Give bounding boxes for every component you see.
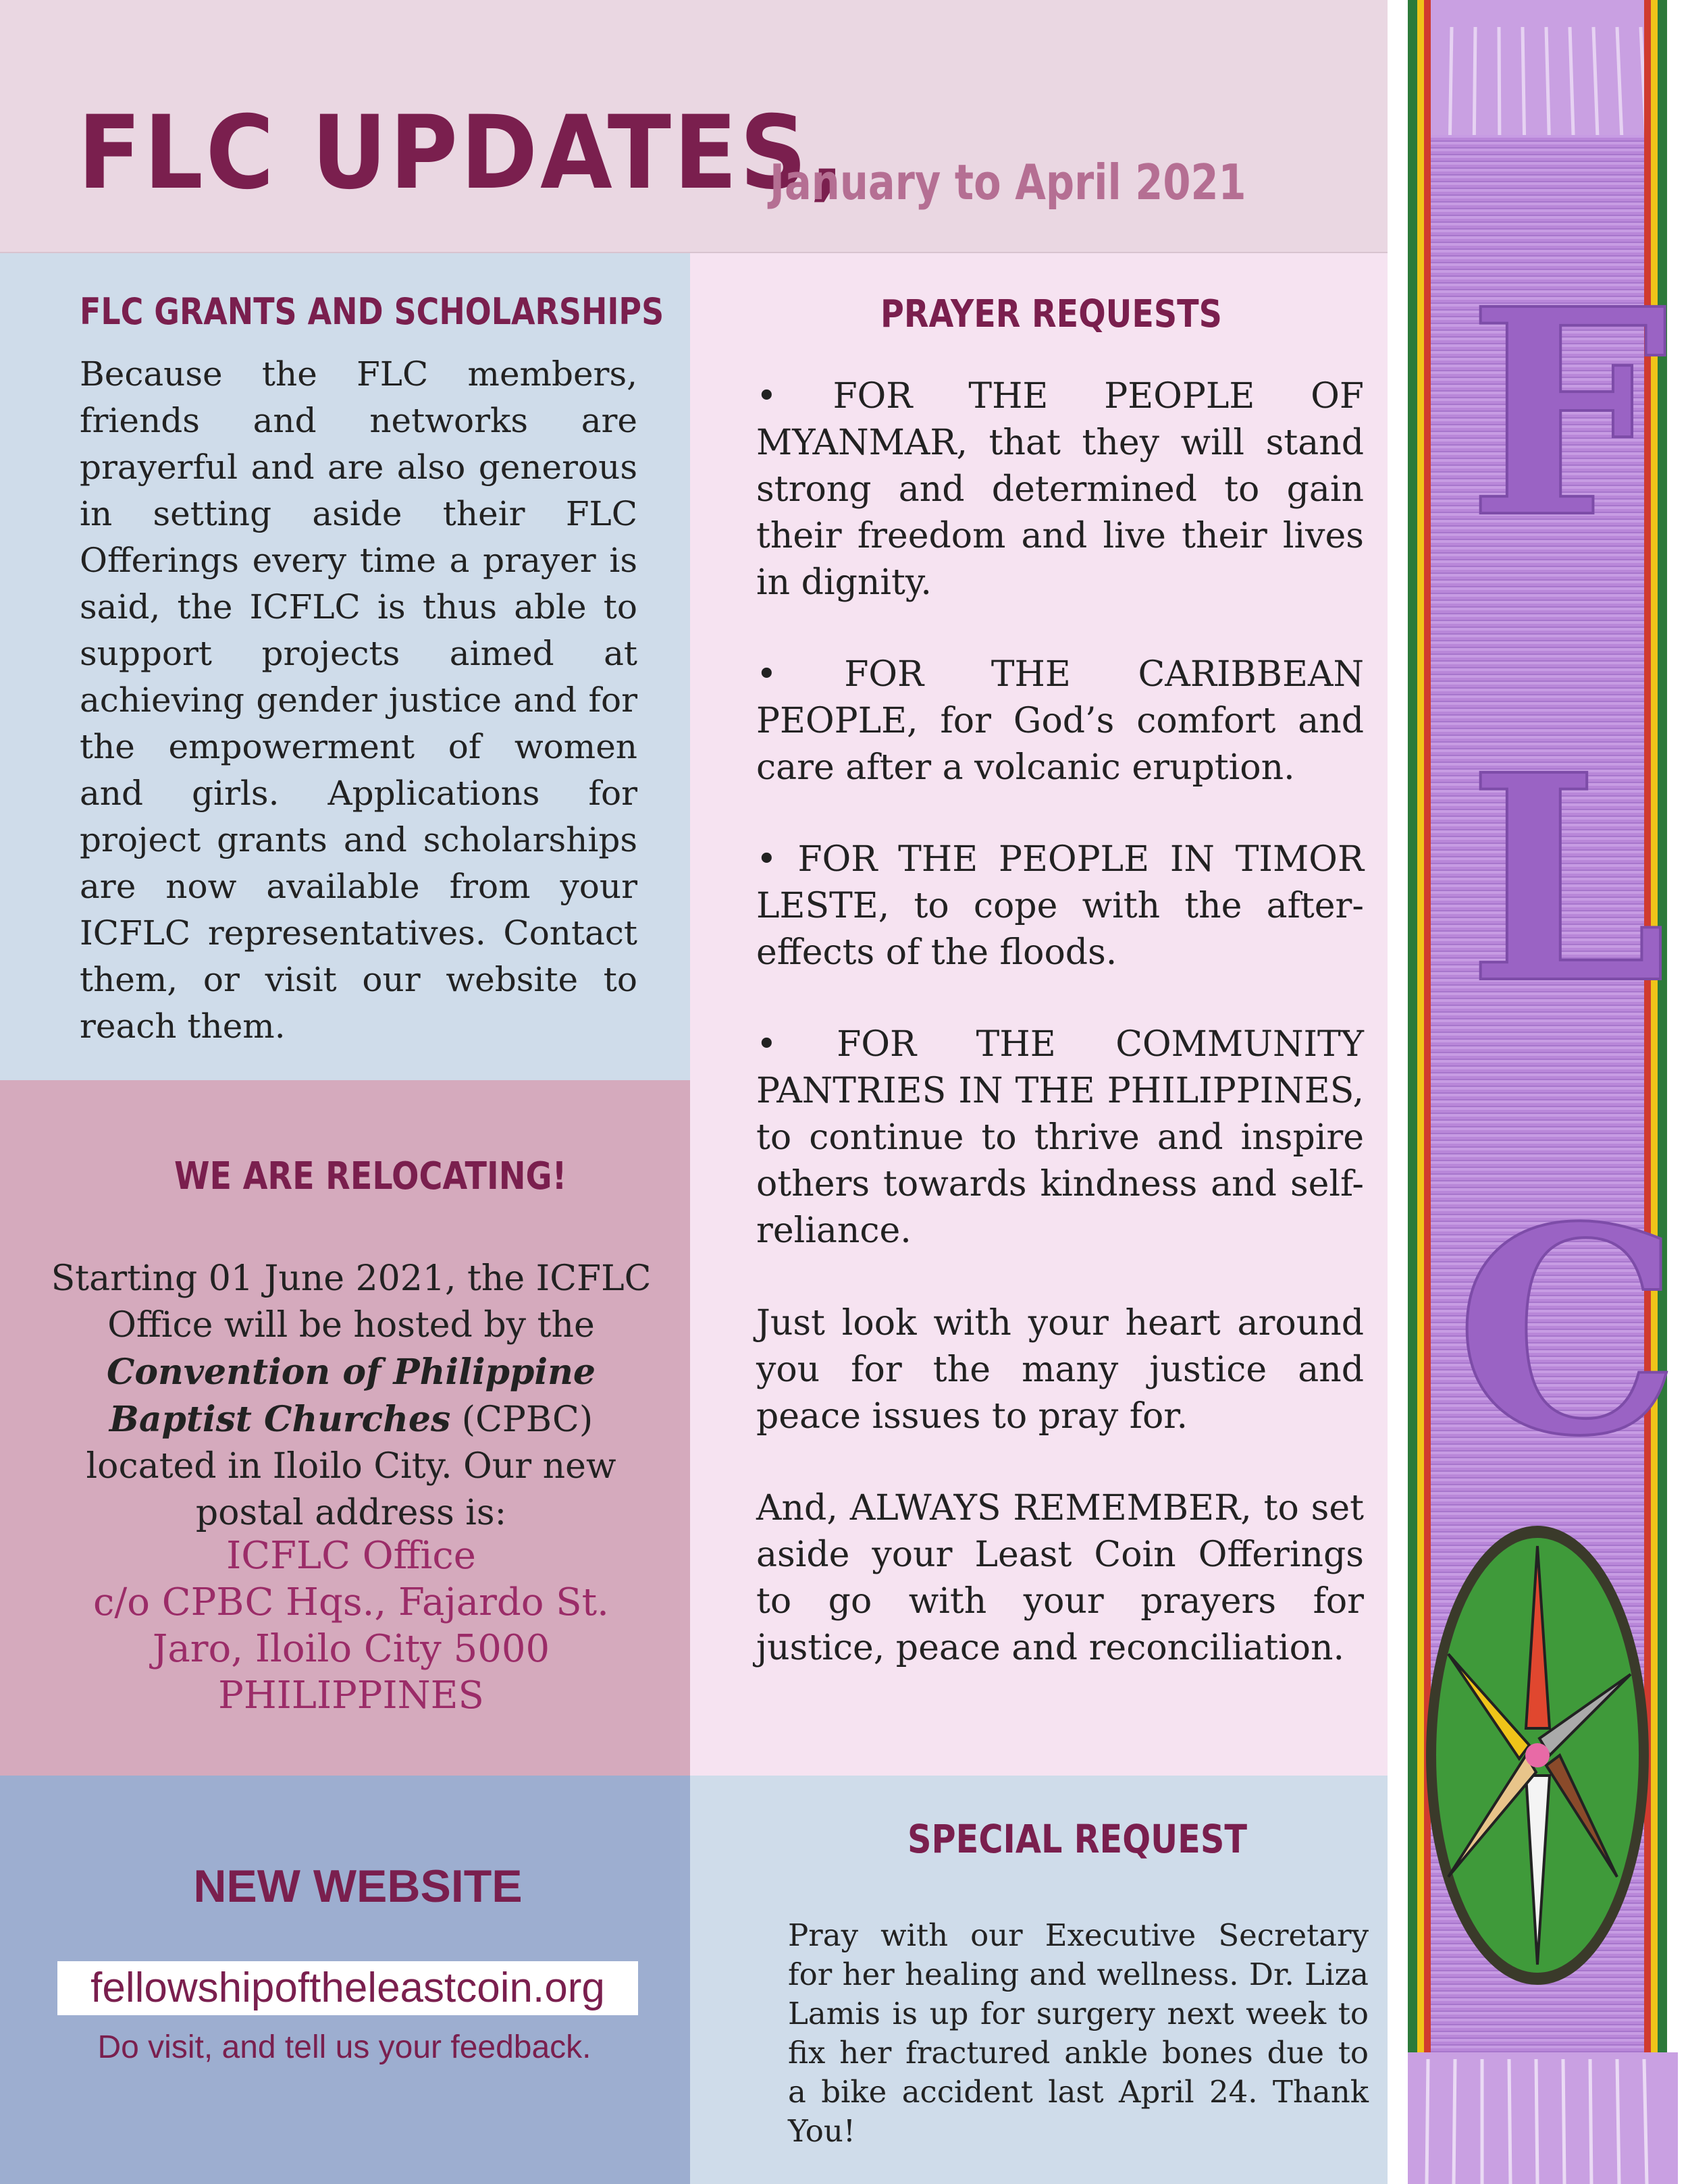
header-banner — [0, 0, 1388, 253]
bottom-fringe — [1408, 2052, 1678, 2184]
prayer-requests-heading: PRAYER REQUESTS — [880, 292, 1222, 336]
prayer-item-myanmar: • FOR THE PEOPLE OF MYANMAR, that they will stand strong and determined to gain their freedom and live their lives in dignity. — [756, 376, 1364, 603]
stole-letters — [1455, 248, 1681, 1499]
grants-paragraph: Because the FLC members, friends and networks are prayerful and are also generous in setting aside their FLC Offerings every time a prayer is said, the ICFLC is thus able to support projects aimed at achieving gender justice and for the empowerment of women and girls. Applications for project grants and scholarships are now available from your ICFLC representatives. Contact them, or visit our website to reach them. — [80, 354, 637, 1046]
website-heading: NEW WEBSITE — [193, 1861, 523, 1912]
address-line: Jaro, Iloilo City 5000 — [152, 1627, 550, 1671]
website-note: Do visit, and tell us your feedback. — [97, 2029, 591, 2065]
prayer-requests-section — [690, 253, 1388, 1776]
relocating-heading: WE ARE RELOCATING! — [174, 1154, 567, 1198]
grants-heading: FLC GRANTS AND SCHOLARSHIPS — [80, 290, 664, 333]
prayer-item-caribbean: • FOR THE CARIBBEAN PEOPLE, for God’s comfort and care after a volcanic eruption. — [756, 654, 1364, 788]
address-line: c/o CPBC Hqs., Fajardo St. — [93, 1580, 609, 1624]
website-section — [0, 1776, 690, 2184]
address-line: ICFLC Office — [226, 1534, 476, 1578]
address-line: PHILIPPINES — [218, 1674, 484, 1717]
stole-letter-f: F — [1467, 248, 1669, 581]
relocating-paragraph — [41, 1256, 662, 1537]
relocating-text-end: (CPBC) located in Iloilo City. Our new postal address is: — [86, 1400, 616, 1533]
prayer-item-timor-leste: • FOR THE PEOPLE IN TIMOR LESTE, to cope with the after-effects of the floods. — [756, 839, 1364, 973]
stole-illustration — [1388, 0, 1688, 2184]
special-request-section — [690, 1776, 1388, 2184]
postal-address — [41, 1533, 662, 1719]
prayer-closing-paragraph: Just look with your heart around you for the many justice and peace issues to pray for. — [756, 1303, 1364, 1437]
relocating-text-start: Starting 01 June 2021, the ICFLC Office will be hosted by the — [51, 1258, 652, 1346]
page-title: FLC UPDATES, — [78, 95, 847, 212]
flc-stole-image — [1388, 0, 1688, 2184]
special-request-heading: SPECIAL REQUEST — [907, 1816, 1247, 1862]
website-link[interactable]: fellowshipoftheleastcoin.org — [57, 1961, 638, 2015]
prayer-item-community-pantries: • FOR THE COMMUNITY PANTRIES IN THE PHILIPPINES, to continue to thrive and inspire others towards kindness and self-reliance. — [756, 1024, 1364, 1251]
relocating-section — [0, 1080, 690, 1776]
grants-section — [0, 253, 690, 1080]
top-fringe — [1408, 0, 1678, 155]
host-organization-name: Convention of Philippine Baptist Churches — [106, 1352, 596, 1440]
prayer-reminder-paragraph: And, ALWAYS REMEMBER, to set aside your Least Coin Offerings to go with your prayers for justice, peace and reconciliation. — [756, 1488, 1364, 1668]
hands-emblem — [1426, 1526, 1649, 1985]
page-subtitle: January to April 2021 — [770, 154, 1246, 211]
special-request-paragraph: Pray with our Executive Secretary for her healing and wellness. Dr. Liza Lamis is up for surgery next week to fix her fractured ankle bones due to a bike accident last April 24. Thank You! — [788, 1917, 1369, 2149]
stole-letter-c: C — [1455, 1166, 1681, 1499]
stole-letter-l: L — [1467, 714, 1667, 1046]
